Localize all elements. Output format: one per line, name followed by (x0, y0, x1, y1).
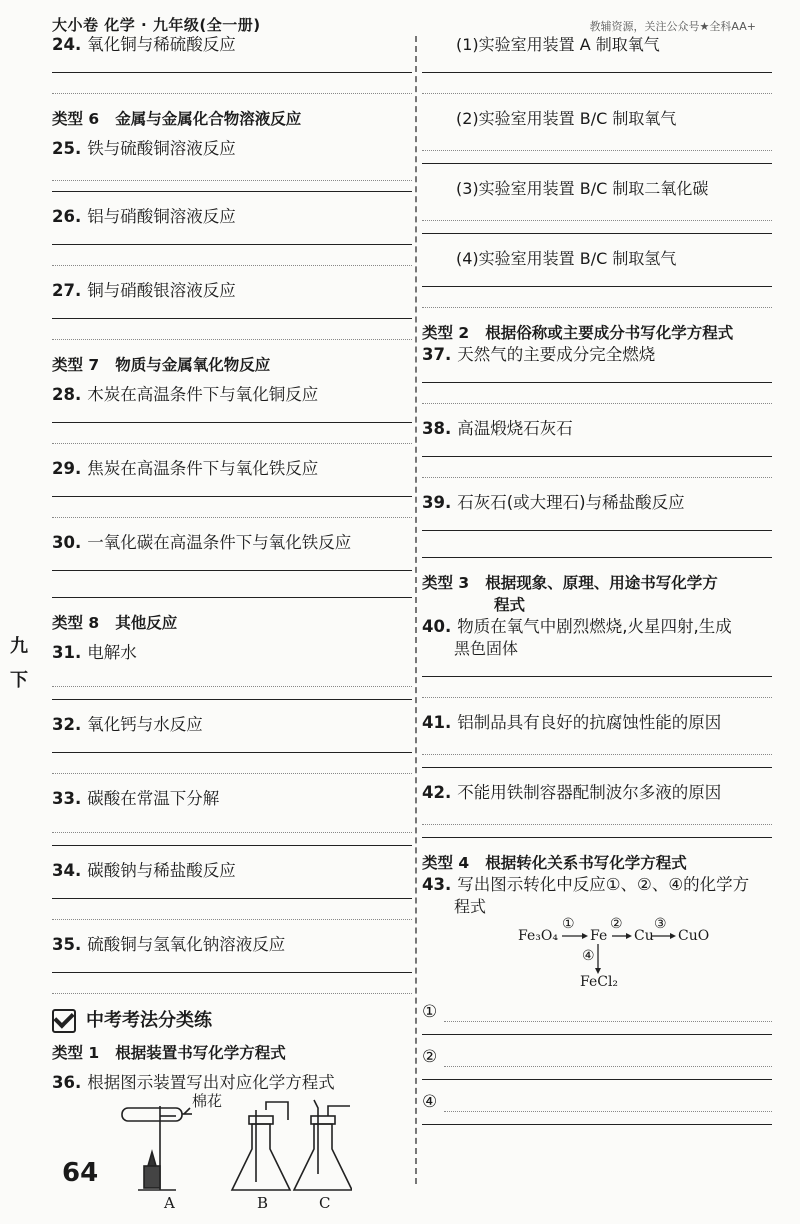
question-27: 27. 铜与硝酸银溶液反应 (52, 281, 236, 300)
reaction-3-label: ③ (654, 916, 667, 932)
fe3o4-label: Fe₃O₄ (518, 928, 558, 944)
answer-line[interactable] (52, 302, 412, 319)
question-37: 37. 天然气的主要成分完全燃烧 (422, 345, 656, 364)
answer-line[interactable] (52, 480, 412, 497)
label-c: C (319, 1194, 331, 1212)
subquestion-1: (1)实验室用装置 A 制取氧气 (456, 35, 660, 54)
answer-line[interactable] (52, 687, 412, 700)
question-39: 39. 石灰石(或大理石)与稀盐酸反应 (422, 493, 685, 512)
answer-line[interactable] (422, 755, 772, 768)
label-b: B (257, 1194, 269, 1212)
section-ztype2: 类型 2 根据俗称或主要成分书写化学方程式 (422, 324, 734, 342)
answer-line[interactable] (52, 228, 412, 245)
page-number: 64 (62, 1158, 99, 1188)
answer-line[interactable] (52, 973, 412, 994)
cuo-label: CuO (678, 928, 710, 944)
question-28: 28. 木炭在高温条件下与氧化铜反应 (52, 385, 319, 404)
fecl2-label: FeCl₂ (580, 974, 619, 990)
section-ztype3-line2: 程式 (494, 596, 526, 614)
answer-line[interactable] (52, 245, 412, 266)
subquestion-2: (2)实验室用装置 B/C 制取氧气 (456, 109, 677, 128)
answer-line[interactable] (422, 56, 772, 73)
question-40: 40. 物质在氧气中剧烈燃烧,火星四射,生成 (422, 617, 732, 636)
answer-line[interactable] (422, 660, 772, 677)
answer-line[interactable] (422, 366, 772, 383)
question-35: 35. 硫酸铜与氢氧化钠溶液反应 (52, 935, 286, 954)
answer-line[interactable] (422, 287, 772, 308)
answer-line[interactable] (52, 56, 412, 73)
answer-line[interactable] (52, 956, 412, 973)
reaction-2-label: ② (610, 916, 623, 932)
reaction-4-label: ④ (582, 948, 595, 964)
question-33: 33. 碳酸在常温下分解 (52, 789, 220, 808)
subquestion-4: (4)实验室用装置 B/C 制取氢气 (456, 249, 677, 268)
section-type6: 类型 6 金属与金属化合物溶液反应 (52, 110, 302, 128)
answer-line[interactable] (422, 1022, 772, 1035)
apparatus-figure (52, 1094, 412, 1214)
answer-line[interactable] (422, 73, 772, 94)
apparatus-c (294, 1100, 352, 1190)
section-type8: 类型 8 其他反应 (52, 614, 178, 632)
column-divider (415, 36, 417, 1184)
apparatus-drawing (52, 1094, 352, 1212)
question-36: 36. 根据图示装置写出对应化学方程式 (52, 1073, 335, 1092)
question-40-line2: 黑色固体 (454, 639, 519, 658)
apparatus-b (232, 1102, 290, 1190)
answer-line[interactable] (422, 825, 772, 838)
cotton-label: 棉花 (192, 1092, 223, 1110)
cu-label: Cu (634, 928, 654, 944)
section-type7: 类型 7 物质与金属氧化物反应 (52, 356, 271, 374)
answer-line[interactable] (52, 736, 412, 753)
answer-line[interactable] (422, 457, 772, 478)
answer-line[interactable] (422, 1112, 772, 1125)
answer-line[interactable] (422, 677, 772, 698)
checkbox-icon (52, 1009, 76, 1033)
section-ztype1: 类型 1 根据装置书写化学方程式 (52, 1044, 286, 1062)
answer-line[interactable] (422, 200, 772, 221)
answer-line[interactable] (52, 406, 412, 423)
answer-line[interactable] (422, 514, 772, 531)
answer-line[interactable] (52, 423, 412, 444)
conversion-scheme (422, 918, 772, 990)
side-label-bottom: 下 (10, 670, 28, 691)
book-title: 大小卷 化学 · 九年级(全一册) (52, 16, 261, 34)
answer-line[interactable] (52, 833, 412, 846)
answer-line[interactable] (52, 810, 412, 833)
right-column (422, 34, 772, 1125)
answer-line[interactable] (52, 497, 412, 518)
subquestion-3: (3)实验室用装置 B/C 制取二氧化碳 (456, 179, 709, 198)
label-a: A (164, 1194, 175, 1212)
answer-line[interactable] (52, 899, 412, 920)
section-ztype4: 类型 4 根据转化关系书写化学方程式 (422, 854, 687, 872)
answer-line[interactable] (422, 130, 772, 151)
question-43: 43. 写出图示转化中反应①、②、④的化学方 (422, 875, 750, 894)
question-24: 24. 氧化铜与稀硫酸反应 (52, 35, 236, 54)
answer-line[interactable] (422, 270, 772, 287)
question-42: 42. 不能用铁制容器配制波尔多液的原因 (422, 783, 722, 802)
left-column (52, 34, 412, 1214)
question-34: 34. 碳酸钠与稀盐酸反应 (52, 861, 236, 880)
fe-label: Fe (590, 928, 608, 944)
question-29: 29. 焦炭在高温条件下与氧化铁反应 (52, 459, 319, 478)
answer-line[interactable] (422, 383, 772, 404)
answer-line[interactable] (52, 73, 412, 94)
question-43-line2: 程式 (454, 897, 487, 916)
question-26: 26. 铝与硝酸铜溶液反应 (52, 207, 236, 226)
answer-line[interactable] (52, 664, 412, 687)
question-25: 25. 铁与硫酸铜溶液反应 (52, 139, 236, 158)
answer-row-2[interactable]: ② (422, 1043, 772, 1067)
question-31: 31. 电解水 (52, 643, 137, 662)
reaction-1-label: ① (562, 916, 575, 932)
question-38: 38. 高温煅烧石灰石 (422, 419, 573, 438)
answer-line[interactable] (422, 804, 772, 825)
answer-line[interactable] (52, 160, 412, 181)
section-ztype3: 类型 3 根据现象、原理、用途书写化学方 (422, 574, 718, 592)
question-30: 30. 一氧化碳在高温条件下与氧化铁反应 (52, 533, 352, 552)
answer-line[interactable] (52, 882, 412, 899)
answer-line[interactable] (52, 554, 412, 571)
answer-row-1[interactable]: ① (422, 998, 772, 1022)
side-label-top: 九 (10, 636, 28, 657)
answer-row-4[interactable]: ④ (422, 1088, 772, 1112)
question-41: 41. 铝制品具有良好的抗腐蚀性能的原因 (422, 713, 722, 732)
answer-line[interactable] (52, 571, 412, 598)
answer-line[interactable] (422, 531, 772, 558)
watermark-text: 教辅资源，关注公众号★全科AA+ (589, 20, 756, 33)
answer-line[interactable] (422, 1067, 772, 1080)
answer-line[interactable] (52, 319, 412, 340)
answer-line[interactable] (422, 440, 772, 457)
answer-line[interactable] (422, 151, 772, 164)
apparatus-a (122, 1106, 192, 1190)
answer-line[interactable] (422, 734, 772, 755)
answer-line[interactable] (52, 181, 412, 192)
zhongkao-heading: 中考考法分类练 (52, 1008, 412, 1034)
answer-line[interactable] (422, 221, 772, 234)
answer-line[interactable] (52, 753, 412, 774)
question-32: 32. 氧化钙与水反应 (52, 715, 203, 734)
